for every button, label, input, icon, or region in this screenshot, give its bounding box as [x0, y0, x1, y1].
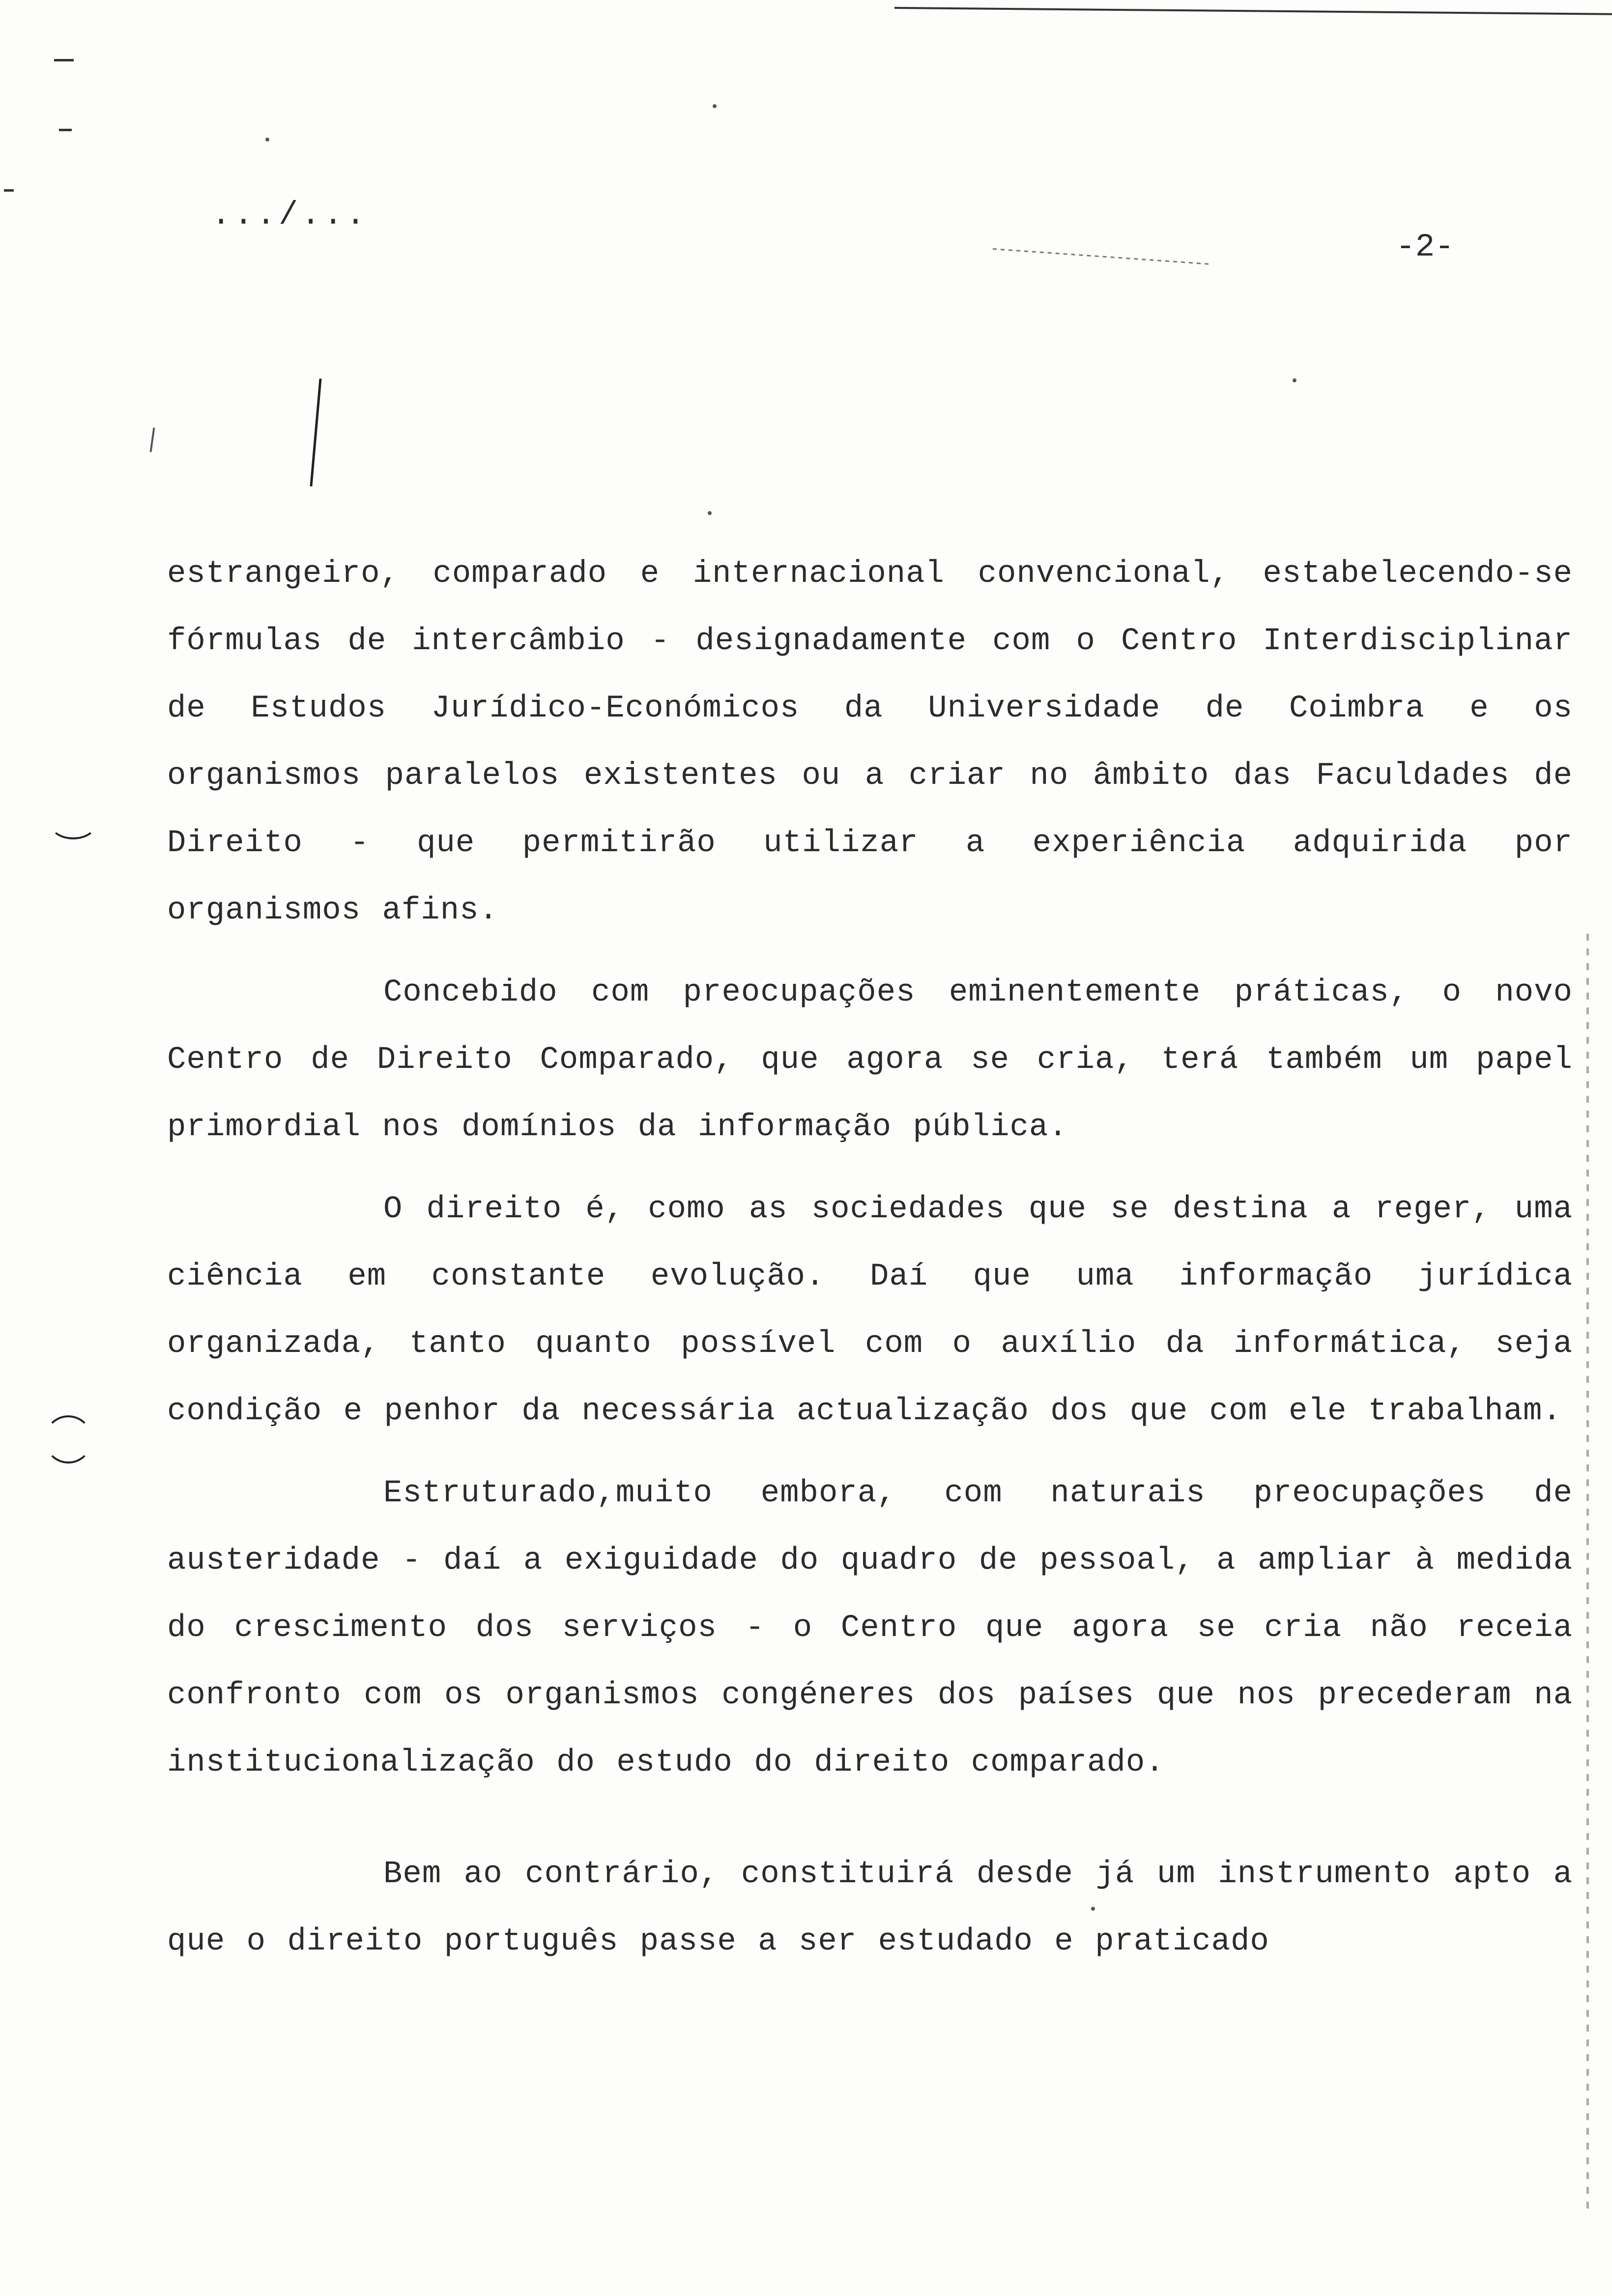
scan-speck: [4, 189, 14, 192]
scan-right-edge: [1586, 934, 1589, 2211]
scan-speck: [59, 129, 72, 131]
continuation-marker: .../...: [211, 197, 369, 233]
paragraph: Bem ao contrário, constituirá desde já um instrumento apto a que o direito português passe a ser estudado e praticado: [167, 1857, 1573, 1959]
paragraph: Concebido com preocupações eminentemente práticas, o novo Centro de Direito Comparado, que agora se cria, terá também um papel primordial nos domínios da informação pública.: [167, 975, 1573, 1145]
scan-speck: [54, 59, 74, 61]
punch-hole-mark: [49, 806, 97, 839]
page-number: -2-: [1396, 229, 1454, 265]
paragraph: estrangeiro, comparado e internacional convencional, estabelecendo-se fórmulas de intercâmbio - designadamente com o Centro Interdisciplinar de Estudos Jurídico-Económicos da Universidade de Coimbra e os organismos paralelos existentes ou a criar no âmbito das Faculdades de Direito - que permitirão utilizar a experiência adquirida por organismos afins.: [167, 556, 1573, 928]
pencil-tick: [150, 428, 155, 452]
pencil-mark: [310, 378, 321, 487]
paragraph: O direito é, como as sociedades que se destina a reger, uma ciência em constante evolução. Daí que uma informação jurídica organizada, tanto quanto possível com o auxílio da informática, seja condição e penhor da necessária actualização dos que com ele trabalham.: [167, 1192, 1573, 1429]
punch-hole-mark: [44, 1415, 92, 1464]
scan-speck: [265, 138, 269, 142]
body-text: [167, 541, 1573, 1976]
scan-speck: [708, 511, 712, 515]
paragraph: Estruturado,muito embora, com naturais preocupações de austeridade - daí a exiguidade do quadro de pessoal, a ampliar à medida do crescimento dos serviços - o Centro que agora se cria não receia confronto com os organismos congéneres dos países que nos precederam na institucionalização do estudo do direito comparado.: [167, 1476, 1573, 1780]
scan-dotted-mark: [993, 248, 1209, 265]
scan-speck: [713, 104, 717, 108]
scan-top-rule: [894, 7, 1612, 15]
scan-speck: [1293, 378, 1296, 382]
